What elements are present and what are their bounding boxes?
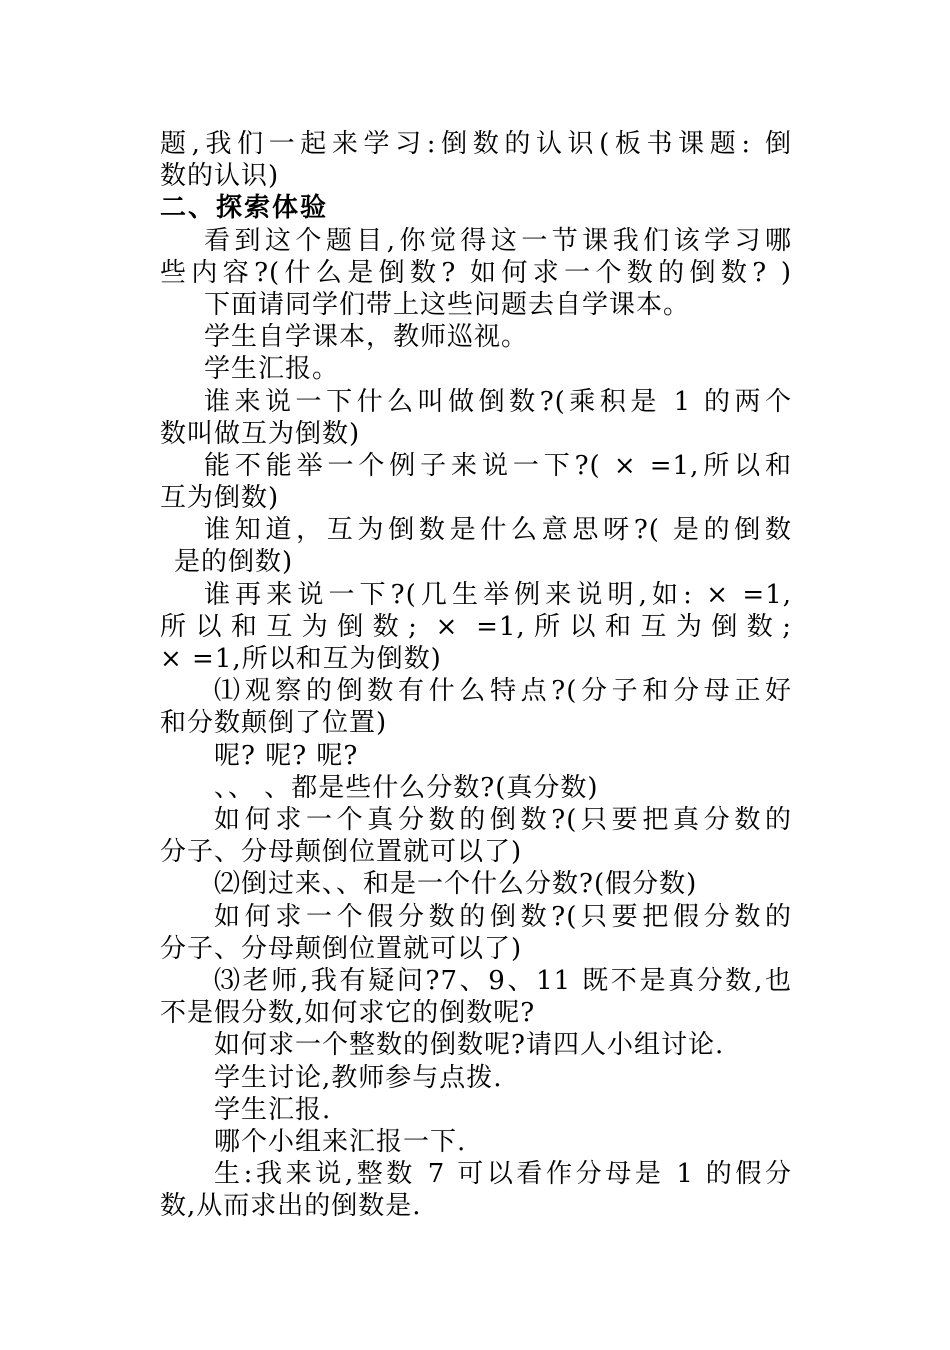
text-line: 下面请同学们带上这些问题去自学课本。 <box>204 290 691 320</box>
text-line: 谁知道，互为倒数是什么意思呀?( 是的倒数 <box>204 515 792 545</box>
text-line: 学生讨论,教师参与点拨. <box>214 1063 503 1093</box>
text-line: 看到这个题目,你觉得这一节课我们该学习哪 <box>204 226 792 256</box>
section-heading: 二、探索体验 <box>160 193 329 223</box>
text-line: 如何求一个整数的倒数呢?请四人小组讨论. <box>214 1030 725 1060</box>
text-line: × =1,所以和互为倒数) <box>160 644 442 674</box>
text-line: 题,我们一起来学习:倒数的认识(板书课题: 倒 <box>160 129 792 159</box>
text-line: 所以和互为倒数; × =1,所以和互为倒数; <box>160 612 792 642</box>
text-line: 如何求一个假分数的倒数?(只要把假分数的 <box>214 902 792 932</box>
text-line: 谁再来说一下?(几生举例来说明,如: × =1, <box>204 580 792 610</box>
text-line: 能不能举一个例子来说一下?( × =1,所以和 <box>204 451 792 481</box>
text-line: 分子、分母颠倒位置就可以了) <box>160 837 523 867</box>
text-line: 学生自学课本，教师巡视。 <box>204 322 529 352</box>
text-line: ⑶老师,我有疑问?7、9、11 既不是真分数,也 <box>214 966 792 996</box>
text-line: 如何求一个真分数的倒数?(只要把真分数的 <box>214 805 792 835</box>
text-line: 和分数颠倒了位置) <box>160 708 388 738</box>
text-line: 数叫做互为倒数) <box>160 419 361 449</box>
text-line: 不是假分数,如何求它的倒数呢? <box>160 998 536 1028</box>
text-line: 学生汇报. <box>214 1095 332 1125</box>
text-line: 些内容?(什么是倒数? 如何求一个数的倒数? ) <box>160 258 792 288</box>
text-line: 是的倒数) <box>174 547 294 577</box>
text-line: 互为倒数) <box>160 483 280 513</box>
text-line: 生:我来说,整数 7 可以看作分母是 1 的假分 <box>214 1159 792 1189</box>
text-line: ⑵倒过来、、和是一个什么分数?(假分数) <box>214 869 698 899</box>
text-line: 、、 、都是些什么分数?(真分数) <box>214 773 599 803</box>
text-line: 数,从而求出的倒数是. <box>160 1191 422 1221</box>
text-line: 分子、分母颠倒位置就可以了) <box>160 934 523 964</box>
text-line: 呢? 呢? 呢? <box>214 741 359 771</box>
text-line: ⑴观察的倒数有什么特点?(分子和分母正好 <box>214 676 792 706</box>
text-line: 谁来说一下什么叫做倒数?(乘积是 1 的两个 <box>204 387 792 417</box>
text-line: 数的认识) <box>160 161 280 191</box>
text-line: 学生汇报。 <box>204 354 340 384</box>
text-line: 哪个小组来汇报一下. <box>214 1127 467 1157</box>
